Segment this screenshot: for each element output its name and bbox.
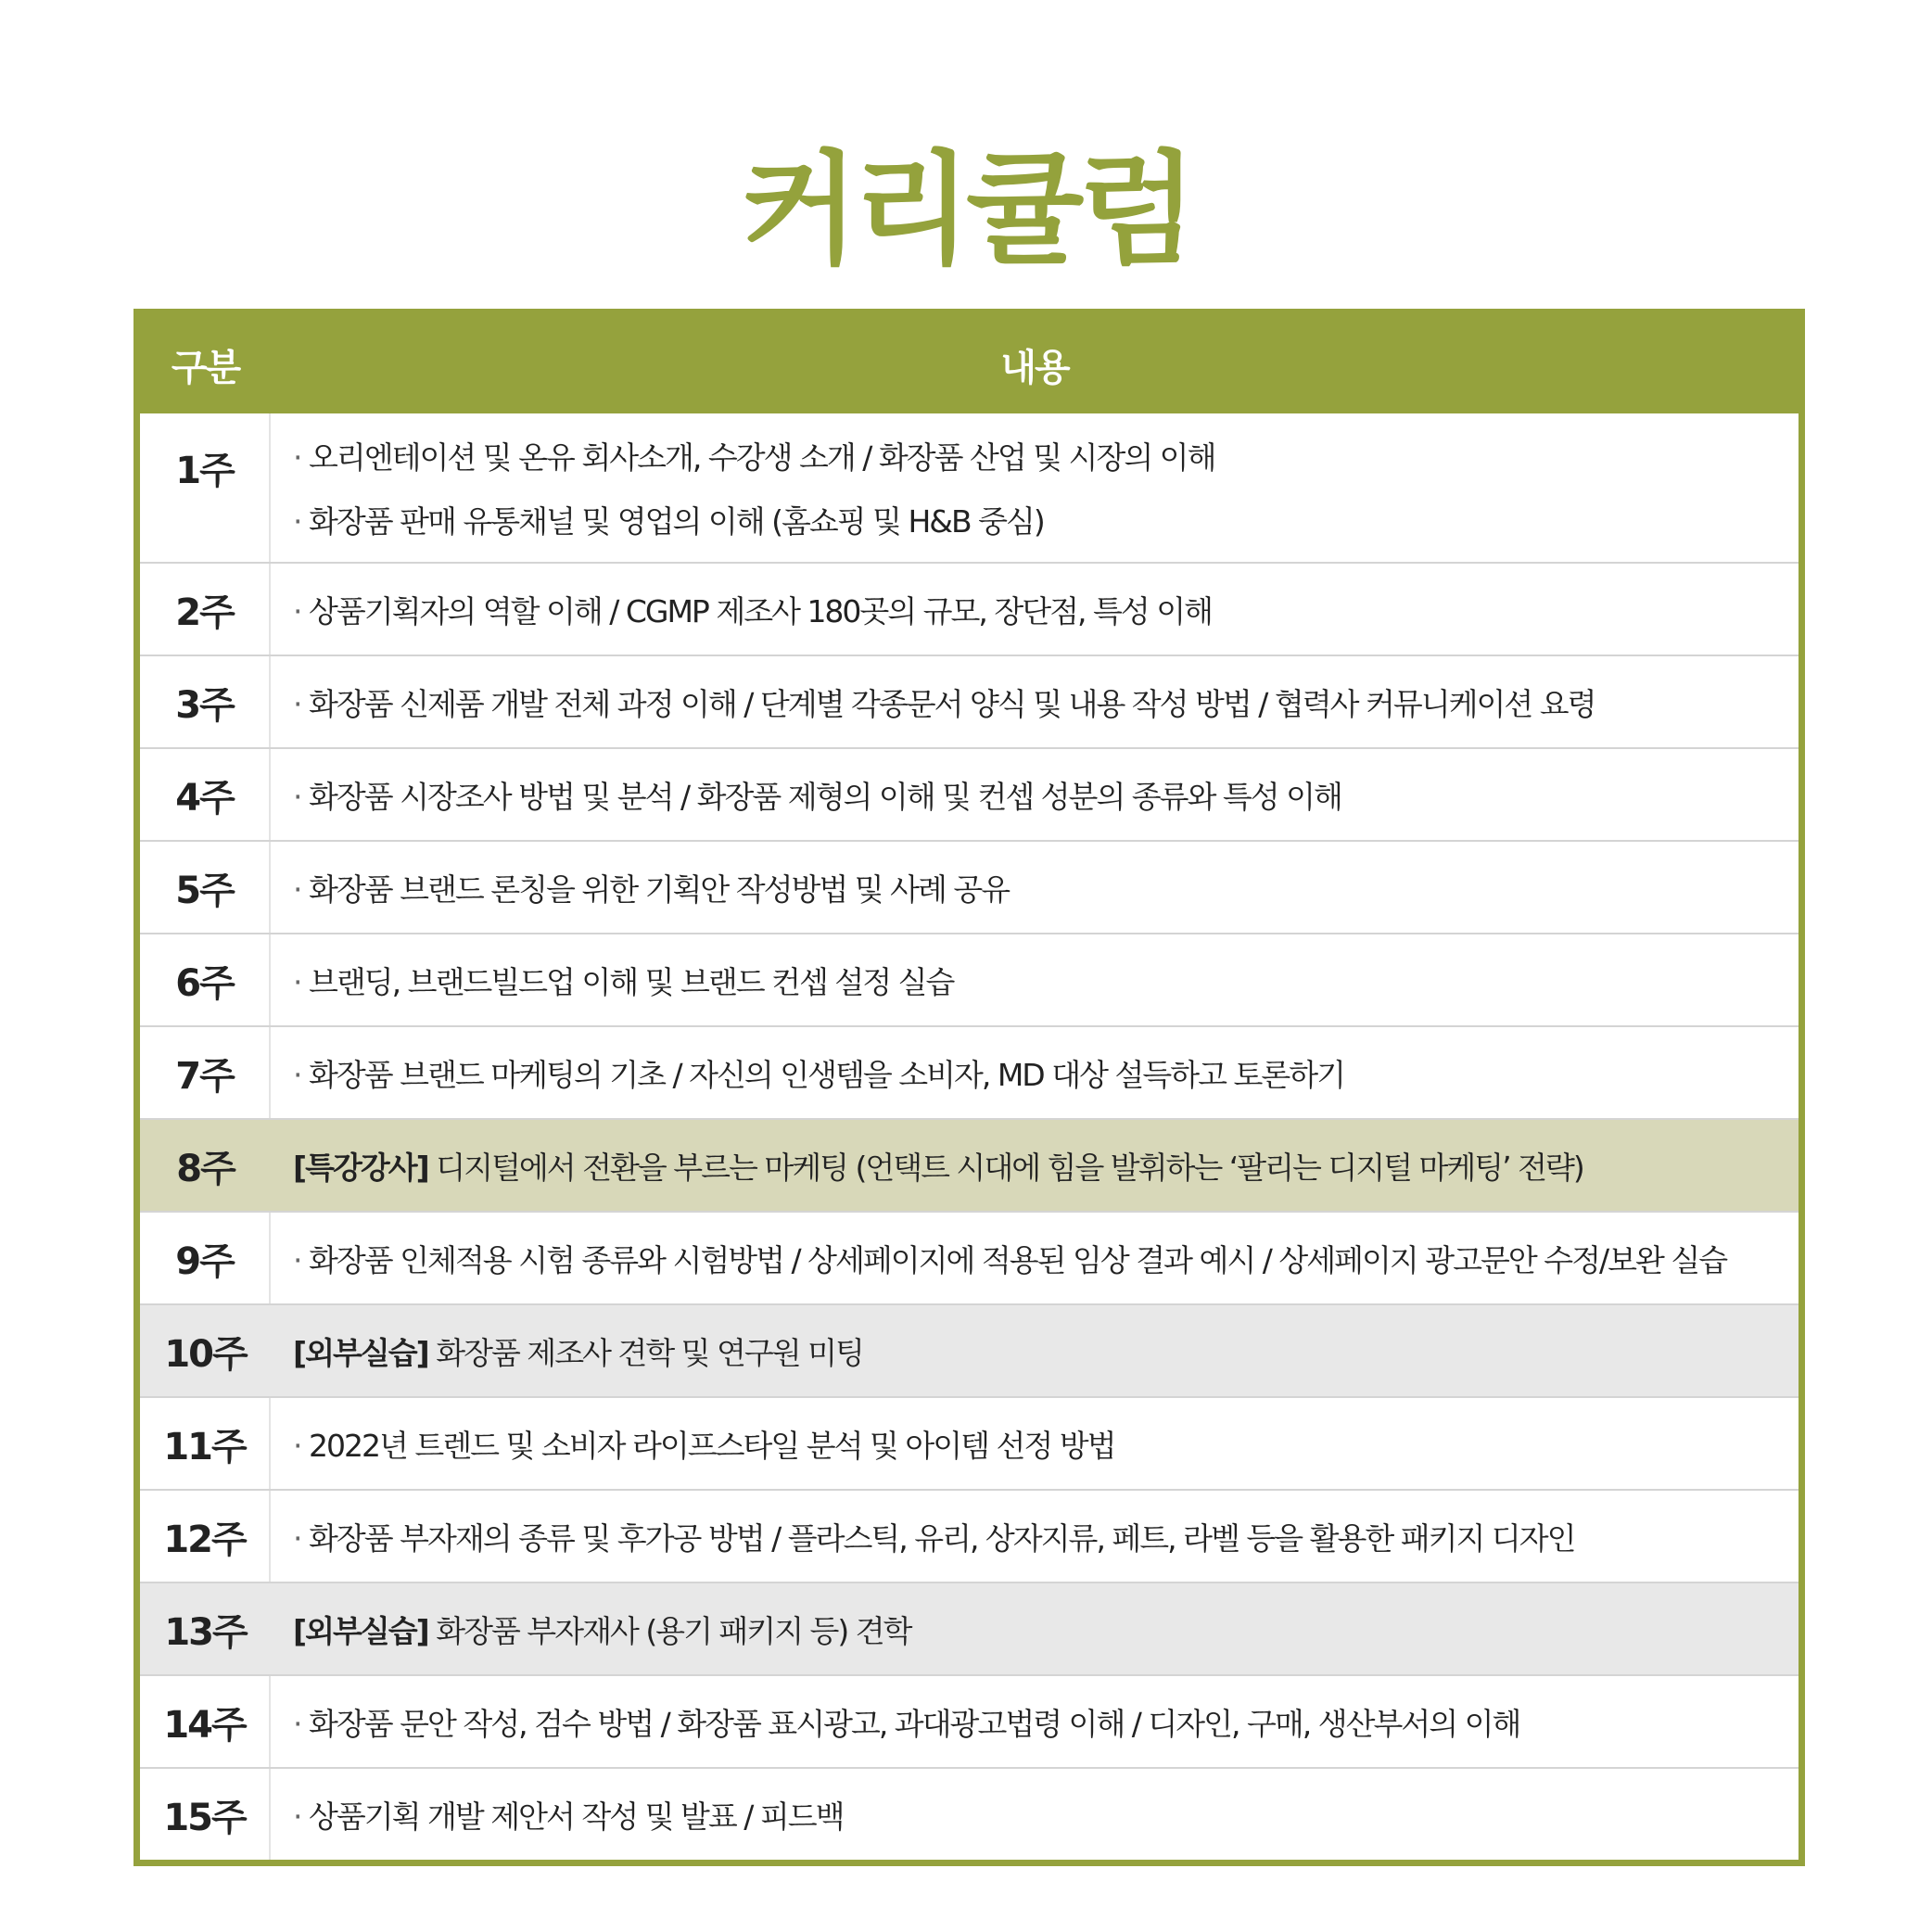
week-label: 7주 <box>140 1027 271 1118</box>
session-tag: [외부실습] <box>293 1334 428 1371</box>
week-content <box>271 934 1799 1025</box>
content-line: · 상품기획 개발 제안서 작성 및 발표 / 피드백 <box>293 1793 1799 1837</box>
table-row <box>140 1396 1799 1489</box>
content-line: · 오리엔테이션 및 온유 회사소개, 수강생 소개 / 화장품 산업 및 시장의 이해 <box>293 434 1799 477</box>
table-header <box>140 315 1799 413</box>
week-content <box>271 1305 1799 1396</box>
content-line: · 화장품 브랜드 론칭을 위한 기획안 작성방법 및 사례 공유 <box>293 866 1799 909</box>
session-tag: [외부실습] <box>293 1612 428 1649</box>
table-row <box>140 1211 1799 1303</box>
content-line: · 화장품 신제품 개발 전체 과정 이해 / 단계별 각종문서 양식 및 내용 작성 방법 / 협력사 커뮤니케이션 요령 <box>293 680 1799 724</box>
content-text: 화장품 제조사 견학 및 연구원 미팅 <box>436 1334 863 1371</box>
week-label: 1주 <box>140 413 271 562</box>
content-line: · 화장품 문안 작성, 검수 방법 / 화장품 표시광고, 과대광고법령 이해 / 디자인, 구매, 생산부서의 이해 <box>293 1700 1799 1744</box>
week-content <box>271 1491 1799 1582</box>
content-text: 화장품 부자재사 (용기 패키지 등) 견학 <box>436 1612 911 1649</box>
table-row <box>140 1303 1799 1396</box>
week-label: 4주 <box>140 749 271 840</box>
header-content: 내용 <box>1000 346 1069 389</box>
table-row <box>140 562 1799 655</box>
week-label: 9주 <box>140 1213 271 1303</box>
content-line: · 브랜딩, 브랜드빌드업 이해 및 브랜드 컨셉 설정 실습 <box>293 959 1799 1002</box>
content-text: 디지털에서 전환을 부르는 마케팅 (언택트 시대에 힘을 발휘하는 ‘팔리는 디지털 마케팅’ 전략) <box>436 1149 1583 1186</box>
week-label: 11주 <box>140 1398 271 1489</box>
table-row <box>140 1489 1799 1582</box>
table-row <box>140 1767 1799 1860</box>
table-row <box>140 1118 1799 1211</box>
week-content <box>271 1676 1799 1767</box>
table-row <box>140 413 1799 562</box>
week-label: 8주 <box>176 1147 235 1190</box>
content-line <box>293 1329 1799 1373</box>
content-line: · 화장품 판매 유통채널 및 영업의 이해 (홈쇼핑 및 H&B 중심) <box>293 498 1799 541</box>
table-row <box>140 1674 1799 1767</box>
week-label: 12주 <box>140 1491 271 1582</box>
week-content <box>271 564 1799 655</box>
week-label: 14주 <box>140 1676 271 1767</box>
week-content <box>271 1769 1799 1860</box>
week-label: 13주 <box>164 1610 247 1654</box>
content-line: · 화장품 시장조사 방법 및 분석 / 화장품 제형의 이해 및 컨셉 성분의 종류와 특성 이해 <box>293 773 1799 817</box>
week-content <box>271 656 1799 747</box>
content-line: · 화장품 인체적용 시험 종류와 시험방법 / 상세페이지에 적용된 임상 결과 예시 / 상세페이지 광고문안 수정/보완 실습 <box>293 1237 1799 1280</box>
table-row <box>140 840 1799 933</box>
curriculum-table <box>133 309 1805 1866</box>
content-line: · 상품기획자의 역할 이해 / CGMP 제조사 180곳의 규모, 장단점, 특성 이해 <box>293 588 1799 631</box>
table-row <box>140 933 1799 1025</box>
table-row <box>140 747 1799 840</box>
week-label: 3주 <box>140 656 271 747</box>
week-content <box>271 1398 1799 1489</box>
week-label: 15주 <box>140 1769 271 1860</box>
content-line <box>293 1144 1799 1188</box>
session-tag: [특강강사] <box>293 1149 428 1186</box>
week-content <box>271 749 1799 840</box>
week-content <box>271 1027 1799 1118</box>
content-line: · 화장품 부자재의 종류 및 후가공 방법 / 플라스틱, 유리, 상자지류, 페트, 라벨 등을 활용한 패키지 디자인 <box>293 1515 1799 1558</box>
table-row <box>140 655 1799 747</box>
content-line: · 화장품 브랜드 마케팅의 기초 / 자신의 인생템을 소비자, MD 대상 설득하고 토론하기 <box>293 1051 1799 1095</box>
table-row <box>140 1025 1799 1118</box>
table-row <box>140 1582 1799 1674</box>
page-title: 커리큘럼 <box>740 139 1192 282</box>
week-content <box>271 1120 1799 1211</box>
content-line <box>293 1608 1799 1651</box>
week-label: 2주 <box>140 564 271 655</box>
header-category: 구분 <box>171 346 240 389</box>
week-label: 10주 <box>164 1332 247 1376</box>
week-label: 6주 <box>140 934 271 1025</box>
week-content <box>271 1583 1799 1674</box>
week-content <box>271 413 1799 562</box>
week-content <box>271 1213 1799 1303</box>
week-label: 5주 <box>140 842 271 933</box>
content-line: · 2022년 트렌드 및 소비자 라이프스타일 분석 및 아이템 선정 방법 <box>293 1422 1799 1466</box>
week-content <box>271 842 1799 933</box>
